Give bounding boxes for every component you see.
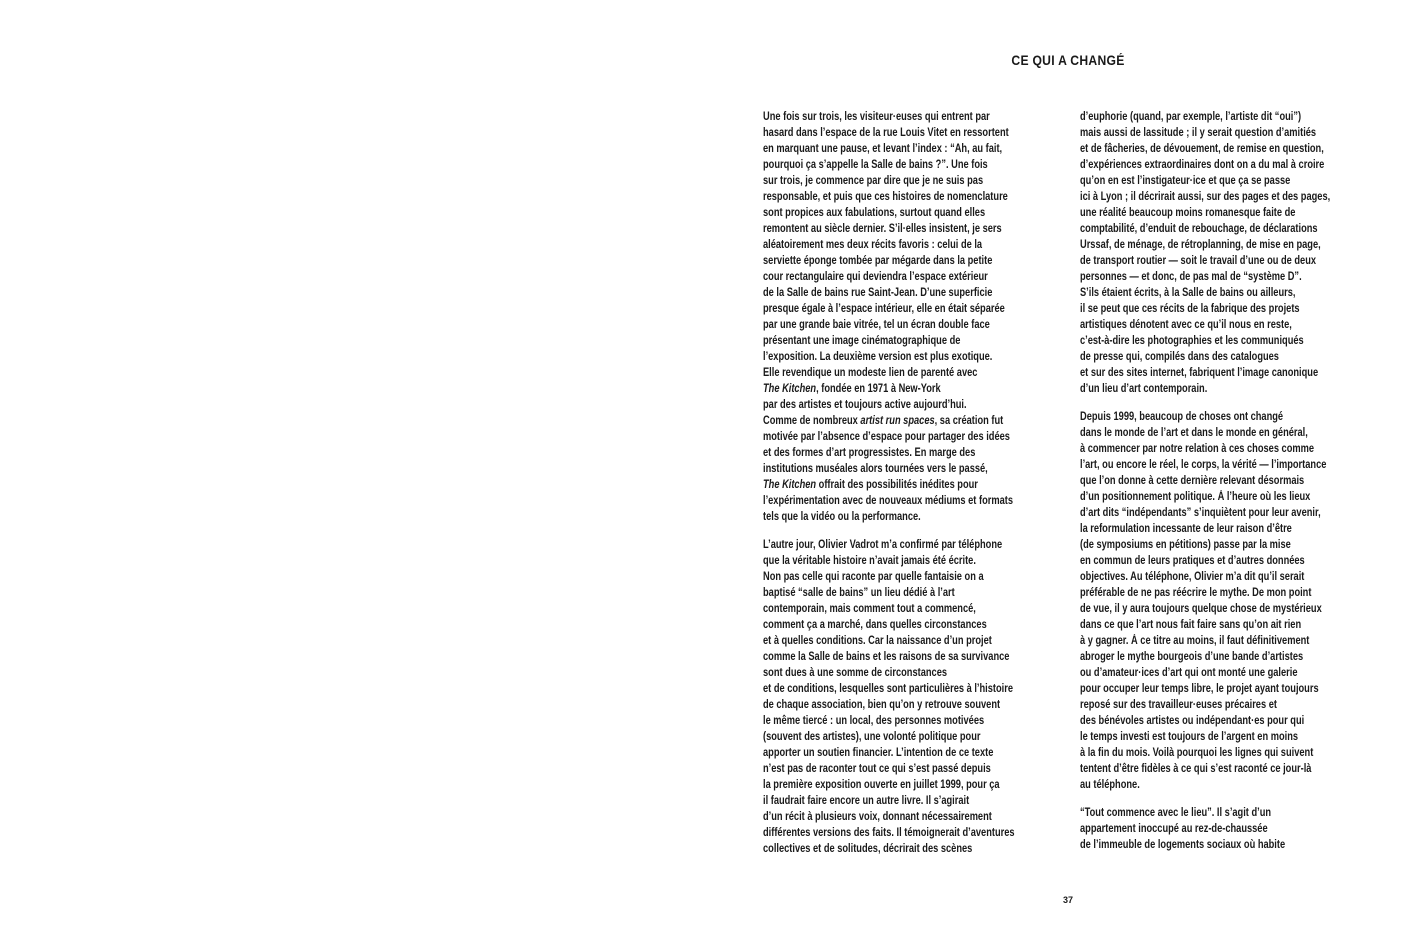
text-line: mais aussi de lassitude ; il y serait question d’amitiés bbox=[1080, 126, 1317, 139]
text-line: il se peut que ces récits de la fabrique des projets bbox=[1080, 302, 1300, 315]
text-line: et de fâcheries, de dévouement, de remise en question, bbox=[1080, 142, 1324, 155]
text-line: il faudrait faire encore un autre livre. Il s’agirait bbox=[763, 794, 970, 807]
text-line: hasard dans l’espace de la rue Louis Vitet en ressortent bbox=[763, 126, 1009, 139]
text-line: n’est pas de raconter tout ce qui s’est passé depuis bbox=[763, 762, 991, 775]
paragraph bbox=[763, 109, 1073, 525]
text-column-right bbox=[1080, 109, 1390, 865]
text-line: la première exposition ouverte en juillet 1999, pour ça bbox=[763, 778, 1000, 791]
paragraph bbox=[763, 537, 1073, 857]
text-line: tels que la vidéo ou la performance. bbox=[763, 510, 921, 523]
text-line: L’autre jour, Olivier Vadrot m’a confirmé par téléphone bbox=[763, 538, 1003, 551]
text-line: l’art, ou encore le réel, le corps, la vérité — l’importance bbox=[1080, 458, 1327, 471]
text-line: l’exposition. La deuxième version est plus exotique. bbox=[763, 350, 993, 363]
text-line: la reformulation incessante de leur raison d’être bbox=[1080, 522, 1292, 535]
text-line: (de symposiums en pétitions) passe par la mise bbox=[1080, 538, 1291, 551]
text-line: reposé sur des travailleur·euses précaires et bbox=[1080, 698, 1277, 711]
text-line: d’euphorie (quand, par exemple, l’artiste dit “oui”) bbox=[1080, 110, 1302, 123]
text-line: en marquant une pause, et levant l’index : “Ah, au fait, bbox=[763, 142, 1003, 155]
text-line: d’un positionnement politique. À l’heure où les lieux bbox=[1080, 490, 1311, 503]
text-line: abroger le mythe bourgeois d’une bande d’artistes bbox=[1080, 650, 1304, 663]
text-line: sur trois, je commence par dire que je ne suis pas bbox=[763, 174, 984, 187]
text-line: à la fin du mois. Voilà pourquoi les lignes qui suivent bbox=[1080, 746, 1314, 759]
text-line: ici à Lyon ; il décrirait aussi, sur des pages et des pages, bbox=[1080, 190, 1331, 203]
text-line: Depuis 1999, beaucoup de choses ont changé bbox=[1080, 410, 1284, 423]
text-column-left bbox=[763, 109, 1073, 869]
text-line: présentant une image cinématographique de bbox=[763, 334, 961, 347]
text-line: que l’on donne à cette dernière relevant désormais bbox=[1080, 474, 1305, 487]
text-line: et sur des sites internet, fabriquent l’image canonique bbox=[1080, 366, 1319, 379]
italic-title: The Kitchen bbox=[763, 382, 817, 395]
text-line: sont dues à une somme de circonstances bbox=[763, 666, 948, 679]
text-line: par des artistes et toujours active aujourd’hui. bbox=[763, 398, 967, 411]
text-line: responsable, et puis que ces histoires de nomenclature bbox=[763, 190, 1008, 203]
text-line: Une fois sur trois, les visiteur·euses qui entrent par bbox=[763, 110, 990, 123]
text-line: appartement inoccupé au rez-de-chaussée bbox=[1080, 822, 1268, 835]
text-line bbox=[763, 413, 1011, 429]
text-line: (souvent des artistes), une volonté politique pour bbox=[763, 730, 981, 743]
text-line: l’expérimentation avec de nouveaux médiums et formats bbox=[763, 494, 1013, 507]
text-line: artistiques dénotent avec ce qu’il nous en reste, bbox=[1080, 318, 1292, 331]
text-line: comment ça a marché, dans quelles circonstances bbox=[763, 618, 987, 631]
text-line: objectives. Au téléphone, Olivier m’a dit qu’il serait bbox=[1080, 570, 1305, 583]
text-line: cour rectangulaire qui deviendra l’espace extérieur bbox=[763, 270, 988, 283]
text-line: de la Salle de bains rue Saint-Jean. D’une superficie bbox=[763, 286, 993, 299]
paragraph bbox=[1080, 409, 1390, 793]
text-line: dans le monde de l’art et dans le monde en général, bbox=[1080, 426, 1308, 439]
text-line: tentent d’être fidèles à ce qui s’est raconté ce jour-là bbox=[1080, 762, 1312, 775]
text-line: S’ils étaient écrits, à la Salle de bains ou ailleurs, bbox=[1080, 286, 1296, 299]
text-line: aléatoirement mes deux récits favoris : celui de la bbox=[763, 238, 983, 251]
text-line: et des formes d’art progressistes. En marge des bbox=[763, 446, 976, 459]
text-line: Non pas celle qui raconte par quelle fantaisie on a bbox=[763, 570, 984, 583]
text-line: et de conditions, lesquelles sont particulières à l’histoire bbox=[763, 682, 1013, 695]
text-line: institutions muséales alors tournées vers le passé, bbox=[763, 462, 988, 475]
text-line: de presse qui, compilés dans des catalogues bbox=[1080, 350, 1279, 363]
text-line: le temps investi est toujours de l’argent en moins bbox=[1080, 730, 1299, 743]
text-segment: offrait des possibilités inédites pour bbox=[816, 478, 978, 491]
text-segment: , fondée en 1971 à New-York bbox=[816, 382, 941, 395]
text-line: comme la Salle de bains et les raisons de sa survivance bbox=[763, 650, 1010, 663]
text-line: de transport routier — soit le travail d’une ou de deux bbox=[1080, 254, 1317, 267]
page-number: 37 bbox=[1062, 895, 1073, 905]
text-line: au téléphone. bbox=[1080, 778, 1140, 791]
text-line: d’expériences extraordinaires dont on a du mal à croire bbox=[1080, 158, 1325, 171]
text-line: apporter un soutien financier. L’intention de ce texte bbox=[763, 746, 994, 759]
text-line: comptabilité, d’enduit de rebouchage, de déclarations bbox=[1080, 222, 1318, 235]
text-line: des bénévoles artistes ou indépendant·es pour qui bbox=[1080, 714, 1305, 727]
text-line: remontent au siècle dernier. S’il·elles insistent, je sers bbox=[763, 222, 1002, 235]
text-line: à commencer par notre relation à ces choses comme bbox=[1080, 442, 1315, 455]
text-segment: , sa création fut bbox=[934, 414, 1004, 427]
text-line: pour occuper leur temps libre, le projet ayant toujours bbox=[1080, 682, 1319, 695]
text-line: baptisé “salle de bains” un lieu dédié à l’art bbox=[763, 586, 955, 599]
text-line: Urssaf, de ménage, de rétroplanning, de mise en page, bbox=[1080, 238, 1321, 251]
text-line: de l’immeuble de logements sociaux où habite bbox=[1080, 838, 1286, 851]
text-line: serviette éponge tombée par mégarde dans la petite bbox=[763, 254, 993, 267]
text-line: Elle revendique un modeste lien de parenté avec bbox=[763, 366, 978, 379]
text-line: le même tiercé : un local, des personnes motivées bbox=[763, 714, 985, 727]
page-title: CE QUI A CHANGÉ bbox=[1011, 53, 1125, 68]
text-line: de chaque association, bien qu’on y retrouve souvent bbox=[763, 698, 1001, 711]
text-segment: Comme de nombreux bbox=[763, 414, 861, 427]
italic-title: The Kitchen bbox=[763, 478, 817, 491]
text-line: c’est-à-dire les photographies et les communiqués bbox=[1080, 334, 1304, 347]
text-line: différentes versions des faits. Il témoignerait d’aventures bbox=[763, 826, 1015, 839]
text-line: à y gagner. À ce titre au moins, il faut définitivement bbox=[1080, 634, 1310, 647]
paragraph bbox=[1080, 109, 1390, 397]
text-line: collectives et de solitudes, décrirait des scènes bbox=[763, 842, 973, 855]
text-line: presque égale à l’espace intérieur, elle en était séparée bbox=[763, 302, 1005, 315]
text-line: dans ce que l’art nous fait faire sans qu’on ait rien bbox=[1080, 618, 1302, 631]
text-line: d’un lieu d’art contemporain. bbox=[1080, 382, 1208, 395]
text-line: de vue, il y aura toujours quelque chose de mystérieux bbox=[1080, 602, 1322, 615]
text-line: pourquoi ça s’appelle la Salle de bains ?”. Une fois bbox=[763, 158, 988, 171]
text-line: que la véritable histoire n’avait jamais été écrite. bbox=[763, 554, 976, 567]
text-line: contemporain, mais comment tout a commencé, bbox=[763, 602, 976, 615]
italic-title: artist run spaces bbox=[860, 414, 935, 427]
text-line: d’art dits “indépendants” s’inquiètent pour leur avenir, bbox=[1080, 506, 1321, 519]
text-line bbox=[763, 477, 1011, 493]
text-line: “Tout commence avec le lieu”. Il s’agit d’un bbox=[1080, 806, 1272, 819]
text-line: en commun de leurs pratiques et d’autres données bbox=[1080, 554, 1305, 567]
text-line: personnes — et donc, de pas mal de “système D”. bbox=[1080, 270, 1302, 283]
text-line: ou d’amateur·ices d’art qui ont monté une galerie bbox=[1080, 666, 1298, 679]
text-line: d’un récit à plusieurs voix, donnant nécessairement bbox=[763, 810, 992, 823]
text-line: par une grande baie vitrée, tel un écran double face bbox=[763, 318, 990, 331]
text-line: préférable de ne pas réécrire le mythe. De mon point bbox=[1080, 586, 1312, 599]
text-line: et à quelles conditions. Car la naissance d’un projet bbox=[763, 634, 992, 647]
text-line: sont propices aux fabulations, surtout quand elles bbox=[763, 206, 986, 219]
text-line: qu’on en est l’instigateur·ice et que ça se passe bbox=[1080, 174, 1291, 187]
text-line: une réalité beaucoup moins romanesque faite de bbox=[1080, 206, 1296, 219]
text-line: motivée par l’absence d’espace pour partager des idées bbox=[763, 430, 1010, 443]
paragraph bbox=[1080, 805, 1390, 853]
text-line bbox=[763, 381, 1011, 397]
